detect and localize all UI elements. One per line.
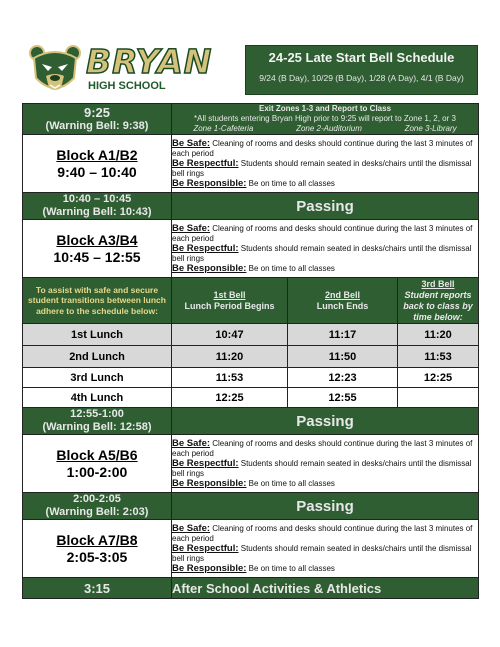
block-time: 2:05-3:05 [66, 548, 128, 565]
school-logo [22, 42, 244, 98]
lunch-name: 1st Lunch [23, 324, 172, 346]
end-row [23, 578, 479, 599]
block-row [23, 520, 479, 578]
table-row: 2nd Lunch 11:20 11:50 11:53 [23, 346, 479, 368]
lunch-header-row [23, 278, 479, 324]
start-time-cell [23, 104, 172, 135]
passing-label: Passing [172, 408, 479, 435]
lunch-header-3: 3rd Bell Student reports back to class by time below: [398, 278, 479, 324]
brand-subtitle: HIGH SCHOOL [88, 80, 166, 92]
block-name: Block A3/B4 [56, 231, 138, 248]
block-cell [23, 220, 172, 278]
zone-3: Zone 3-Library [404, 124, 457, 133]
end-time: 3:15 [23, 578, 172, 599]
exit-title: Exit Zones 1-3 and Report to Class [258, 104, 392, 113]
block-time: 10:45 – 12:55 [53, 248, 141, 265]
passing-row [23, 193, 479, 220]
bell-schedule-table [22, 103, 479, 599]
block-cell [23, 520, 172, 578]
passing-label: Passing [172, 493, 479, 520]
rules-cell: Be Safe: Cleaning of rooms and desks should continue during the last 3 minutes of each period Be Respectful: Students should remain seated in desks/chairs until the dismissal bell rings Be Responsible: Be on time to all classes [172, 435, 479, 493]
block-time: 1:00-2:00 [66, 463, 128, 480]
exit-note: *All students entering Bryan High prior to 9:25 will report to Zone 1, 2, or 3 [194, 114, 456, 123]
block-row [23, 435, 479, 493]
passing-label: Passing [172, 193, 479, 220]
zone-2: Zone 2-Auditorium [296, 124, 362, 133]
rules-cell: Be Safe: Cleaning of rooms and desks should continue during the last 3 minutes of each period Be Respectful: Students should remain seated in desks/chairs until the dismissal bell rings Be Responsible: Be on time to all classes [172, 520, 479, 578]
title-banner [245, 45, 478, 95]
bear-mascot-icon [28, 44, 82, 96]
brand-wordmark: BRYAN [86, 42, 213, 81]
block-name: Block A1/B2 [56, 146, 138, 163]
zone-1: Zone 1-Cafeteria [193, 124, 254, 133]
start-warning: (Warning Bell: 9:38) [45, 120, 149, 132]
block-cell [23, 435, 172, 493]
block-name: Block A7/B8 [56, 531, 138, 548]
passing-time-cell: 2:00-2:05 (Warning Bell: 2:03) [23, 493, 172, 520]
exit-zones-cell [172, 104, 479, 135]
table-row: 1st Lunch 10:47 11:17 11:20 [23, 324, 479, 346]
table-row: 4th Lunch 12:25 12:55 [23, 388, 479, 408]
page-header [22, 42, 478, 98]
lunch-name: 4th Lunch [23, 388, 172, 408]
block-row [23, 135, 479, 193]
schedule-dates: 9/24 (B Day), 10/29 (B Day), 1/28 (A Day), 4/1 (B Day) [259, 73, 464, 83]
end-label: After School Activities & Athletics [172, 578, 479, 599]
passing-row [23, 493, 479, 520]
block-time: 9:40 – 10:40 [57, 163, 137, 180]
block-cell [23, 135, 172, 193]
start-row [23, 104, 479, 135]
lunch-header-1: 1st Bell Lunch Period Begins [172, 278, 288, 324]
passing-time-cell: 10:40 – 10:45 (Warning Bell: 10:43) [23, 193, 172, 220]
page-title: 24-25 Late Start Bell Schedule [268, 50, 455, 65]
rules-cell: Be Safe: Cleaning of rooms and desks should continue during the last 3 minutes of each period Be Respectful: Students should remain seated in desks/chairs until the dismissal bell rings Be Responsible: Be on time to all classes [172, 135, 479, 193]
lunch-name: 3rd Lunch [23, 368, 172, 388]
table-row: 3rd Lunch 11:53 12:23 12:25 [23, 368, 479, 388]
rules-cell: Be Safe: Cleaning of rooms and desks should continue during the last 3 minutes of each period Be Respectful: Students should remain seated in desks/chairs until the dismissal bell rings Be Responsible: Be on time to all classes [172, 220, 479, 278]
passing-row [23, 408, 479, 435]
lunch-instructions: To assist with safe and secure student transitions between lunch adhere to the schedule below: [23, 278, 172, 324]
lunch-header-2: 2nd Bell Lunch Ends [288, 278, 398, 324]
block-row [23, 220, 479, 278]
passing-time-cell: 12:55-1:00 (Warning Bell: 12:58) [23, 408, 172, 435]
lunch-name: 2nd Lunch [23, 346, 172, 368]
start-time: 9:25 [83, 105, 111, 120]
block-name: Block A5/B6 [56, 446, 138, 463]
